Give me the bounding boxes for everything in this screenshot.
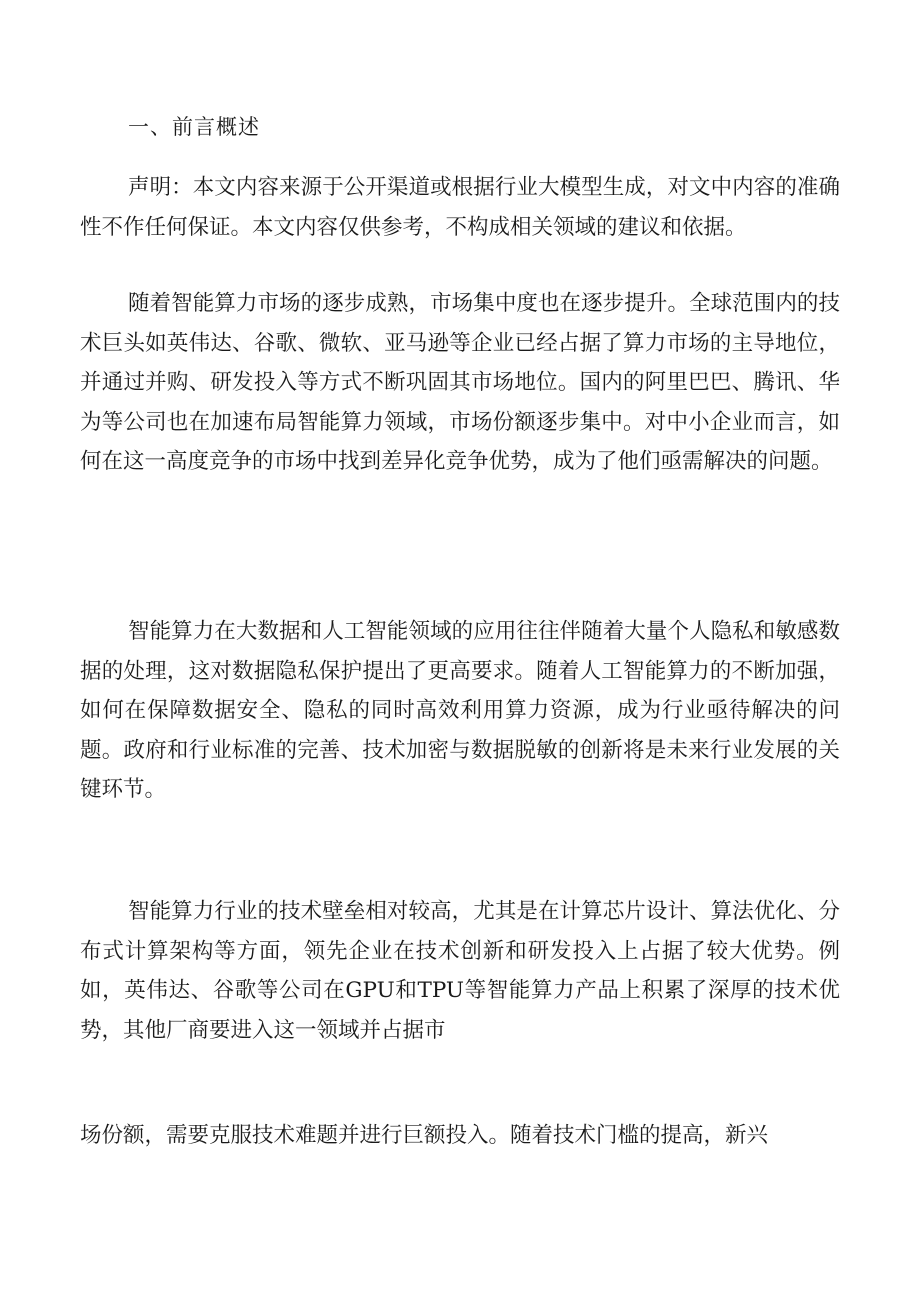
paragraph-data-privacy: 智能算力在大数据和人工智能领域的应用往往伴随着大量个人隐私和敏感数据的处理，这对数据隐私保护提出了更高要求。随着人工智能算力的不断加强，如何在保障数据安全、隐私的同时高效利用算力资源，成为行业亟待解决的问题。政府和行业标准的完善、技术加密与数据脱敏的创新将是未来行业发展的关键环节。: [80, 619, 840, 802]
paragraph-technical-barriers: 智能算力行业的技术壁垒相对较高，尤其是在计算芯片设计、算法优化、分布式计算架构等方面，领先企业在技术创新和研发投入上占据了较大优势。例如，英伟达、谷歌等公司在GPU和TPU等智能算力产品上积累了深厚的技术优势，其他厂商要进入这一领域并占据市: [80, 899, 840, 1043]
section-heading: 一、前言概述: [128, 115, 260, 139]
paragraph-continuation: 场份额，需要克服技术难题并进行巨额投入。随着技术门槛的提高，新兴: [80, 1123, 769, 1148]
paragraph-market-concentration: 随着智能算力市场的逐步成熟，市场集中度也在逐步提升。全球范围内的技术巨头如英伟达、谷歌、微软、亚马逊等企业已经占据了算力市场的主导地位，并通过并购、研发投入等方式不断巩固其市场地位。国内的阿里巴巴、腾讯、华为等公司也在加速布局智能算力领域，市场份额逐步集中。对中小企业而言，如何在这一高度竞争的市场中找到差异化竞争优势，成为了他们亟需解决的问题。: [80, 291, 840, 474]
paragraph-disclaimer: 声明：本文内容来源于公开渠道或根据行业大模型生成，对文中内容的准确性不作任何保证。本文内容仅供参考，不构成相关领域的建议和依据。: [80, 175, 840, 240]
